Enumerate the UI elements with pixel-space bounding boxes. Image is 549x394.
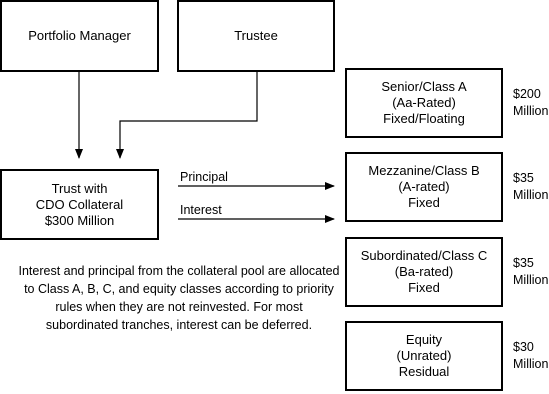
tranche-equity-line-3: Residual <box>398 364 450 379</box>
tranche-senior-amount-value: $200 <box>513 87 541 101</box>
tranche-equity-line-2: (Unrated) <box>396 348 452 363</box>
tranche-senior-amount <box>513 86 548 120</box>
tranche-subordinated-amount-value: $35 <box>513 256 534 270</box>
trustee-box <box>177 0 335 72</box>
trust-collateral-box <box>0 169 159 240</box>
tranche-equity-line-1: Equity <box>405 332 443 347</box>
trust-line-3: $300 Million <box>44 212 115 228</box>
tranche-mezzanine-amount-value: $35 <box>513 171 534 185</box>
tranche-subordinated-line-1: Subordinated/Class C <box>360 248 488 263</box>
tranche-box-equity <box>345 321 503 391</box>
tranche-subordinated-amount <box>513 255 548 289</box>
portfolio-manager-box <box>0 0 159 72</box>
tranche-box-mezzanine <box>345 152 503 222</box>
interest-label: Interest <box>180 203 222 217</box>
tranche-senior-line-3: Fixed/Floating <box>383 111 465 126</box>
tranche-mezzanine-amount-unit: Million <box>513 188 549 202</box>
tranche-subordinated-line-3: Fixed <box>408 280 440 295</box>
tranche-mezzanine-line-1: Mezzanine/Class B <box>368 163 480 178</box>
tranche-senior-amount-unit: Million <box>513 104 549 118</box>
tranche-senior-line-1: Senior/Class A <box>381 79 467 94</box>
trustee-label: Trustee <box>234 28 278 43</box>
portfolio-manager-label: Portfolio Manager <box>28 28 131 43</box>
diagram-caption: Interest and principal from the collateral pool are allocated to Class A, B, C, and equity classes according to priority rules when they are not reinvested. For most subordinated tranches, interest can be deferred. <box>18 264 340 332</box>
tranche-mezzanine-amount <box>513 170 548 204</box>
tranche-box-senior <box>345 68 503 138</box>
tranche-subordinated-line-2: (Ba-rated) <box>394 264 454 279</box>
tranche-mezzanine-line-3: Fixed <box>408 195 440 210</box>
tranche-equity-amount-value: $30 <box>513 340 534 354</box>
tranche-senior-line-2: (Aa-Rated) <box>392 95 456 110</box>
trustee-to-trust-arrow <box>120 72 257 158</box>
tranche-equity-amount <box>513 339 548 373</box>
tranche-subordinated-amount-unit: Million <box>513 273 549 287</box>
principal-label: Principal <box>180 170 228 184</box>
tranche-mezzanine-line-2: (A-rated) <box>398 179 450 194</box>
tranche-box-subordinated <box>345 237 503 307</box>
trust-line-2: CDO Collateral <box>35 196 124 212</box>
tranche-equity-amount-unit: Million <box>513 357 549 371</box>
trust-line-1: Trust with <box>51 180 108 196</box>
